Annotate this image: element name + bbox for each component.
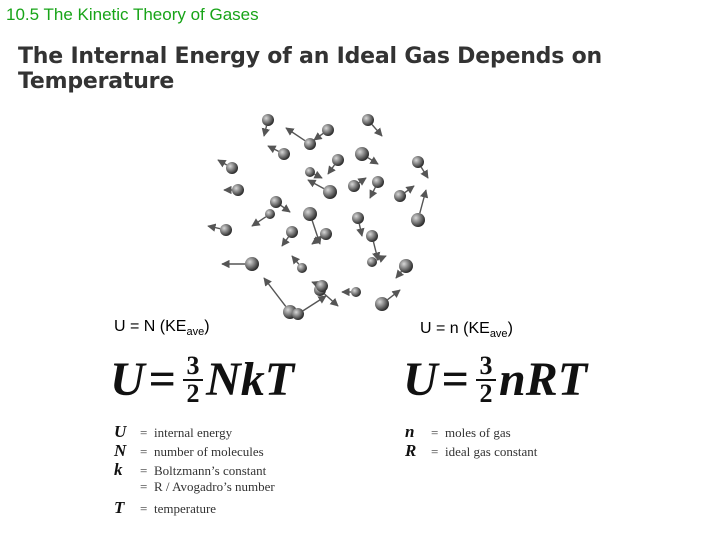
velocity-arrow <box>370 187 375 198</box>
gas-molecule <box>375 297 389 311</box>
legend-right <box>405 422 537 460</box>
velocity-arrow <box>324 294 338 306</box>
gas-molecule <box>316 280 328 292</box>
velocity-arrow <box>308 180 324 189</box>
velocity-arrow <box>286 128 305 141</box>
velocity-arrow <box>218 160 227 165</box>
velocity-arrow <box>421 167 428 178</box>
gas-molecule <box>352 212 364 224</box>
legend-row: = R / Avogadro’s number <box>140 479 275 494</box>
gas-molecule <box>226 162 238 174</box>
gas-molecule <box>322 124 334 136</box>
velocity-arrow <box>264 126 267 136</box>
velocity-arrow <box>312 282 316 284</box>
gas-molecule <box>355 147 369 161</box>
gas-molecules-illustration <box>200 90 480 330</box>
legend-row: n = moles of gas <box>405 422 511 441</box>
gas-molecule <box>297 263 307 273</box>
velocity-arrow <box>292 256 299 264</box>
velocity-arrow <box>268 146 279 151</box>
legend-left <box>114 422 275 517</box>
legend-row: R = ideal gas constant <box>405 441 538 460</box>
velocity-arrow <box>281 205 290 212</box>
gas-molecule <box>305 167 315 177</box>
gas-molecule <box>232 184 244 196</box>
gas-molecule <box>332 154 344 166</box>
eq-fraction: $\frac{3}{2}$ <box>183 354 203 406</box>
legend-row: U = internal energy <box>114 422 233 441</box>
gas-molecule <box>286 226 298 238</box>
gas-molecule <box>411 213 425 227</box>
velocity-arrow <box>359 224 362 236</box>
gas-molecule <box>394 190 406 202</box>
gas-molecule <box>262 114 274 126</box>
gas-molecule <box>320 228 332 240</box>
gas-molecule <box>372 176 384 188</box>
gas-molecule <box>292 308 304 320</box>
gas-molecule <box>351 287 361 297</box>
velocity-arrow <box>208 226 220 229</box>
gas-molecule <box>278 148 290 160</box>
velocity-arrow <box>396 271 402 278</box>
gas-molecule <box>323 185 337 199</box>
velocity-arrow <box>314 133 323 140</box>
velocity-arrow <box>359 178 366 183</box>
velocity-arrow <box>282 237 289 246</box>
right-caption: U = n $(KE_{ave})$ <box>420 320 513 341</box>
velocity-arrow <box>420 190 426 213</box>
equation-nkt <box>110 352 294 407</box>
slide-title: The Internal Energy of an Ideal Gas Depends on Temperature <box>18 44 602 94</box>
velocity-arrow <box>388 290 400 300</box>
legend-row: k = Boltzmann’s constant <box>114 460 267 479</box>
eq-equals: = <box>148 353 177 406</box>
eq-equals: = <box>441 353 470 406</box>
velocity-arrow <box>303 296 326 311</box>
gas-molecule <box>412 156 424 168</box>
gas-molecule <box>362 114 374 126</box>
gas-molecule <box>265 209 275 219</box>
gas-molecule <box>270 196 282 208</box>
eq-lhs: U <box>110 353 145 406</box>
eq-rhs: NkT <box>206 353 295 406</box>
gas-molecule <box>303 207 317 221</box>
gas-molecule <box>399 259 413 273</box>
legend-row: T = temperature <box>114 498 217 517</box>
gas-molecule <box>245 257 259 271</box>
slide-header: 10.5 The Kinetic Theory of Gases <box>6 5 259 24</box>
velocity-arrow <box>405 186 414 193</box>
eq-fraction: $\frac{3}{2}$ <box>476 354 496 406</box>
velocity-arrow <box>373 242 378 260</box>
velocity-arrow <box>328 165 335 174</box>
gas-molecule <box>304 138 316 150</box>
left-caption: U = N $(KE_{ave})$ <box>114 318 210 339</box>
eq-rhs: nRT <box>499 353 588 406</box>
velocity-arrow <box>314 174 322 178</box>
equation-nrt <box>403 352 587 407</box>
eq-lhs: U <box>403 353 438 406</box>
legend-row: N = number of molecules <box>114 441 264 460</box>
gas-molecule <box>348 180 360 192</box>
gas-molecule <box>220 224 232 236</box>
velocity-arrow <box>252 217 266 226</box>
gas-molecule <box>366 230 378 242</box>
velocity-arrow <box>372 125 382 136</box>
velocity-arrow <box>264 278 286 306</box>
velocity-arrow <box>368 158 378 164</box>
gas-molecule <box>367 257 377 267</box>
